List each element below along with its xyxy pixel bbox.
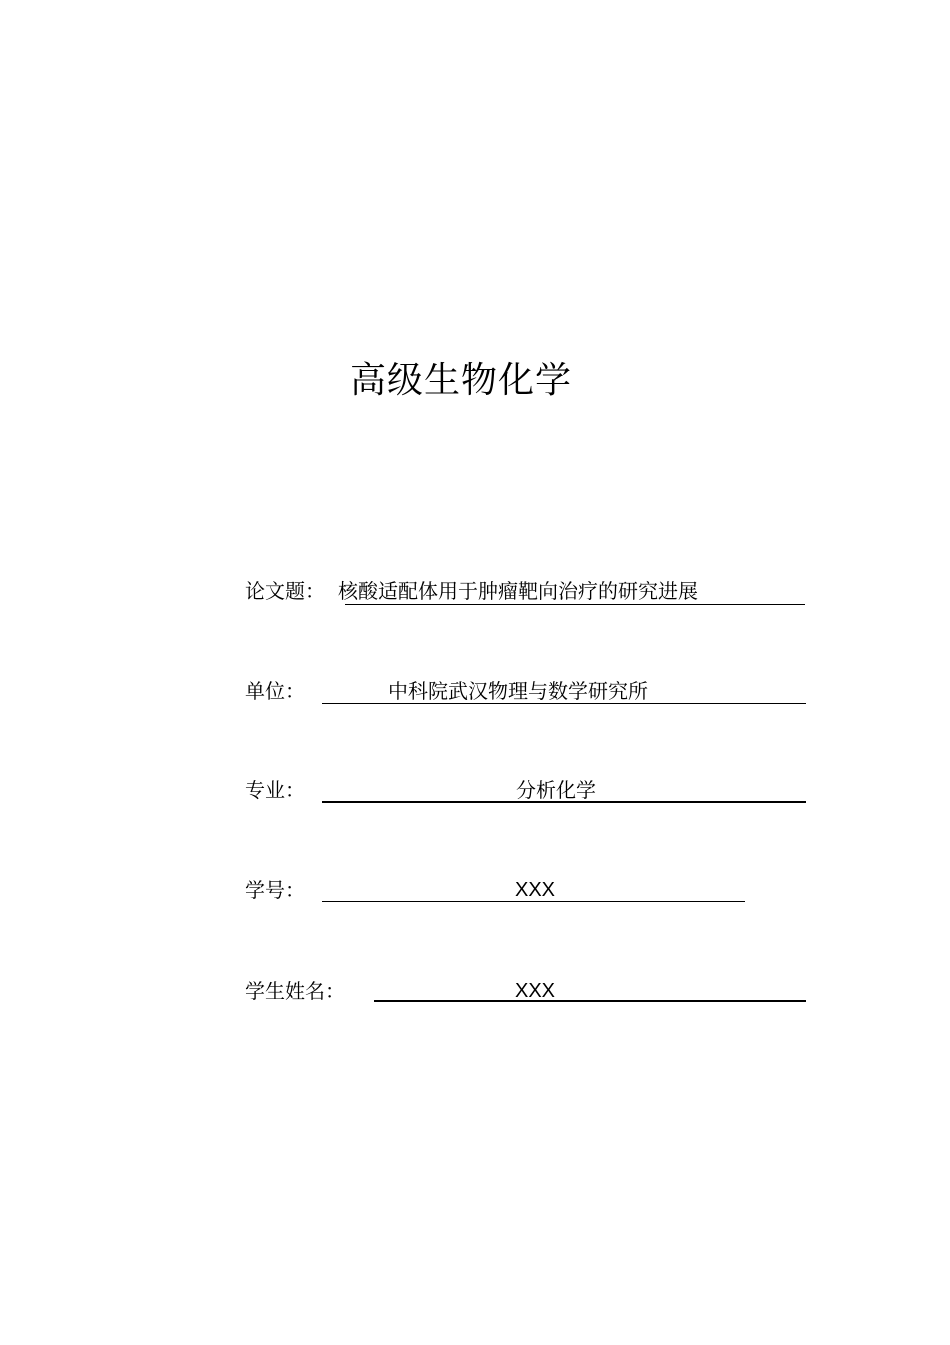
field-value-student-name: XXX [515,980,556,1002]
underline-student-id [322,901,745,902]
course-title: 高级生物化学 [350,360,573,401]
field-label-major: 专业： [245,778,305,802]
field-label-student-name: 学生姓名： [245,979,345,1003]
field-label-thesis-title: 论文题： [245,579,325,603]
field-label-student-id: 学号： [245,878,305,902]
field-student-id [0,876,950,906]
field-student-name [0,977,950,1007]
field-value-unit: 中科院武汉物理与数学研究所 [388,679,648,703]
field-unit [0,677,950,707]
field-value-student-id: XXX [515,879,556,901]
underline-thesis-title [345,604,805,605]
field-thesis-title [0,577,950,607]
underline-student-name [374,1000,806,1002]
field-value-major: 分析化学 [516,778,596,802]
underline-unit [322,703,806,704]
underline-major [322,801,806,803]
field-major [0,776,950,806]
field-value-thesis-title: 核酸适配体用于肿瘤靶向治疗的研究进展 [338,579,698,603]
field-label-unit: 单位： [245,679,305,703]
